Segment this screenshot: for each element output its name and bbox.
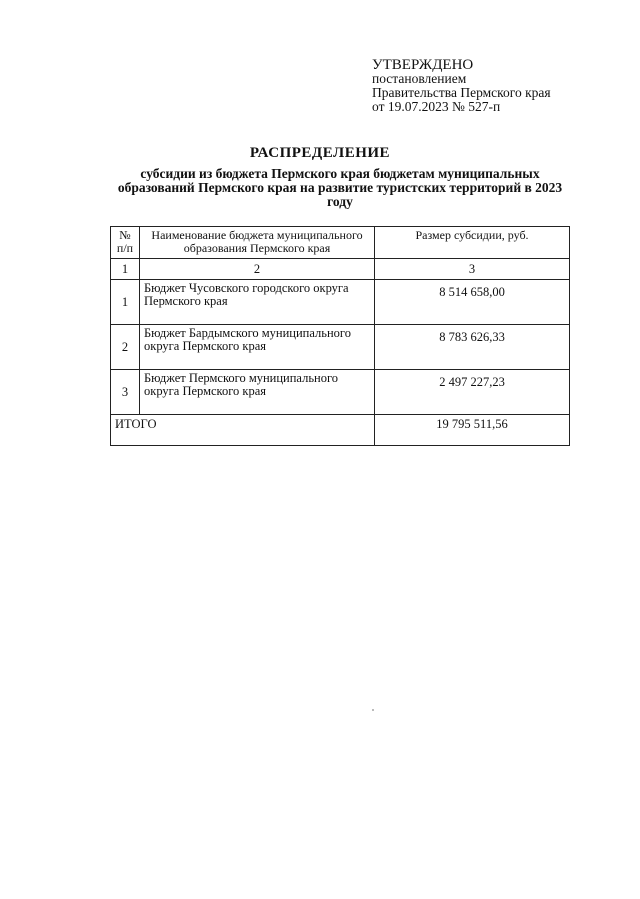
table-row <box>111 280 570 325</box>
column-number-row <box>111 259 570 280</box>
subsidy-amount: 8 783 626,33 <box>375 325 570 370</box>
approval-line: Правительства Пермского края <box>372 85 551 100</box>
subsidy-amount: 8 514 658,00 <box>375 280 570 325</box>
subsidy-table <box>110 226 570 446</box>
table-row <box>111 370 570 415</box>
budget-name: Бюджет Чусовского городского округа Пермского края <box>140 280 375 325</box>
table-row <box>111 325 570 370</box>
row-number: 2 <box>111 325 140 370</box>
total-label: ИТОГО <box>111 415 375 446</box>
approval-line: постановлением <box>372 71 467 86</box>
document-title: РАСПРЕДЕЛЕНИЕ <box>249 145 391 161</box>
total-amount: 19 795 511,56 <box>375 415 570 446</box>
header-number: № п/п <box>111 227 140 259</box>
header-amount: Размер субсидии, руб. <box>375 227 570 259</box>
document-subtitle: субсидии из бюджета Пермского края бюджетам муниципальных образований Пермского края на развитие туристских территорий в 2023 году <box>117 166 563 209</box>
column-number: 3 <box>375 259 570 280</box>
budget-name: Бюджет Пермского муниципального округа Пермского края <box>140 370 375 415</box>
row-number: 3 <box>111 370 140 415</box>
scan-speck <box>372 709 374 711</box>
approval-heading: УТВЕРЖДЕНО <box>372 57 474 73</box>
header-budget-name: Наименование бюджета муниципального образования Пермского края <box>140 227 375 259</box>
subsidy-amount: 2 497 227,23 <box>375 370 570 415</box>
total-row <box>111 415 570 446</box>
row-number: 1 <box>111 280 140 325</box>
column-number: 1 <box>111 259 140 280</box>
approval-date: от 19.07.2023 № 527-п <box>372 99 501 114</box>
approval-block <box>372 58 551 114</box>
budget-name: Бюджет Бардымского муниципального округа Пермского края <box>140 325 375 370</box>
table-header-row <box>111 227 570 259</box>
column-number: 2 <box>140 259 375 280</box>
